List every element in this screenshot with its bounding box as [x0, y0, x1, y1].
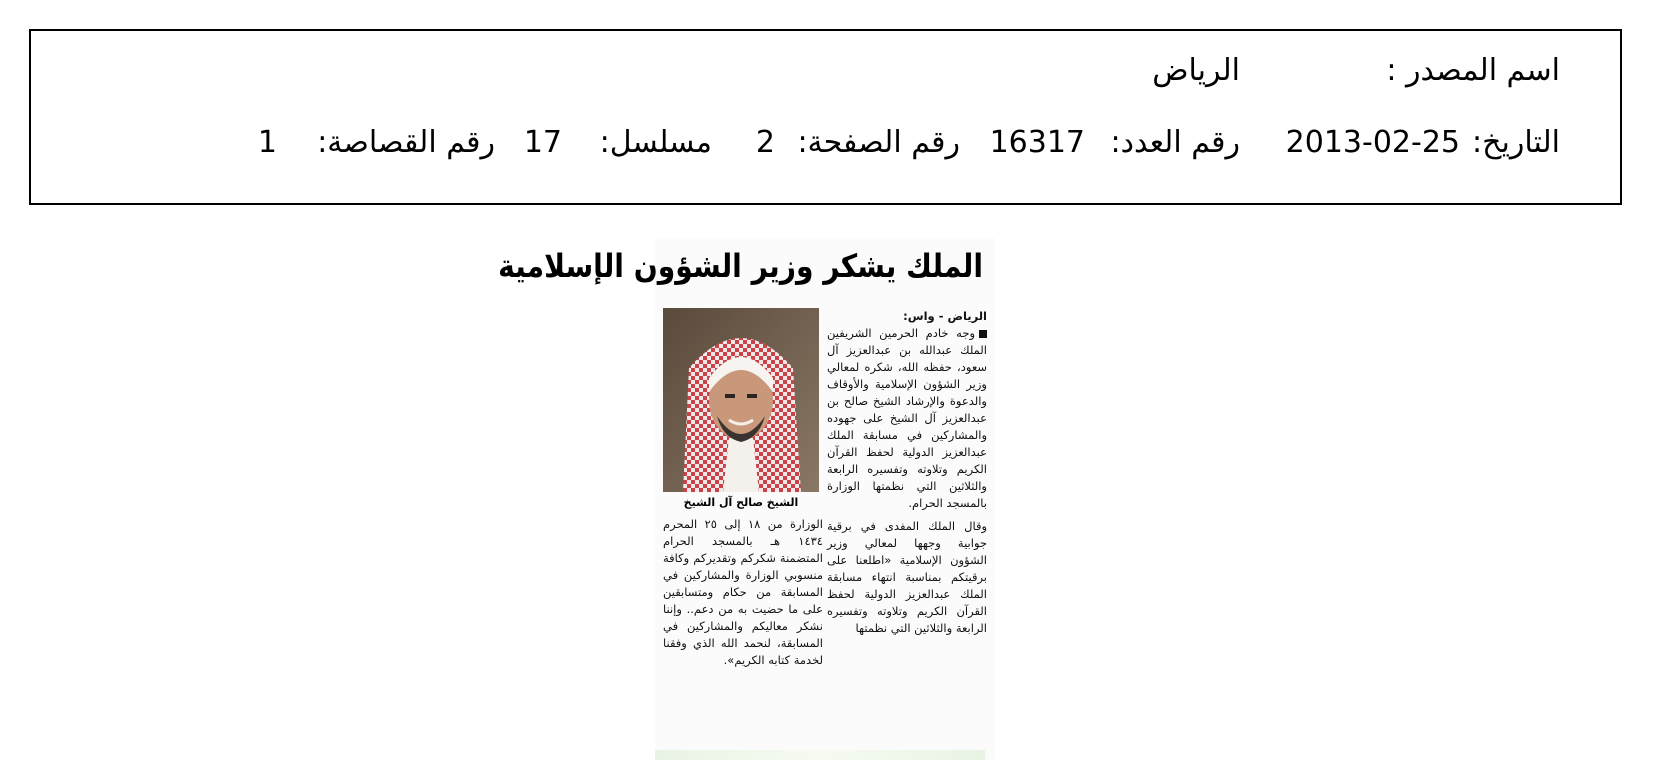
issue-value: 16317: [989, 125, 1085, 160]
serial-value: 17: [523, 125, 562, 160]
clip-value: 1: [257, 125, 277, 160]
source-label: اسم المصدر :: [1386, 53, 1560, 88]
article-paragraph-1: وجه خادم الحرمين الشريفين الملك عبدالله بن عبدالعزيز آل سعود، حفظه الله، شكره لمعالي وزير الشؤون الإسلامية والأوقاف والدعوة والإرشاد الشيخ صالح بن عبدالعزيز آل الشيخ على جهوده والمشاركين في مسابقة الملك عبدالعزيز الدولية لحفظ القرآن الكريم وتلاوته وتفسيره الرابعة والثلاثين التي نظمتها الوزارة بالمسجد الحرام.: [827, 326, 987, 510]
newspaper-clipping: [498, 238, 995, 760]
source-info-box: [29, 29, 1622, 205]
serial-label: مسلسل:: [599, 125, 712, 160]
article-dateline: الرياض - واس:: [903, 309, 987, 323]
photo-caption: الشيخ صالح آل الشيخ: [683, 496, 799, 509]
date-value: 2013-02-25: [1285, 125, 1460, 160]
bullet-square-icon: [979, 330, 987, 338]
source-value: الرياض: [1152, 53, 1240, 88]
article-column-right: [827, 308, 987, 637]
page-value: 2: [755, 125, 775, 160]
date-label: التاريخ:: [1472, 125, 1560, 160]
article-paragraph-3: الوزارة من ١٨ إلى ٢٥ المحرم ١٤٣٤ هـ بالمسجد الحرام المتضمنة شكركم وتقديركم وكافة منسوبي الوزارة والمشاركين في المسابقة من حكام ومتسابقين على ما حضيت به من دعم.. وإننا نشكر معاليكم والمشاركين في المسابقة، لنحمد الله الذي وفقنا لخدمة كتابه الكريم».: [663, 517, 823, 667]
clipping-edge: [655, 750, 985, 760]
page-label: رقم الصفحة:: [797, 125, 960, 160]
clip-label: رقم القصاصة:: [317, 125, 495, 160]
article-column-left: [663, 516, 823, 669]
article-paragraph-2: وقال الملك المفدى في برقية جوابية وجهها لمعالي وزير الشؤون الإسلامية «اطلعنا على برقيتكم بمناسبة انتهاء مسابقة الملك عبدالعزيز الدولية لحفظ القرآن الكريم وتلاوته وتفسيره الرابعة والثلاثين التي نظمتها: [827, 519, 987, 635]
portrait-photo: [663, 308, 819, 492]
article-headline: الملك يشكر وزير الشؤون الإسلامية: [498, 247, 983, 285]
issue-label: رقم العدد:: [1110, 125, 1240, 160]
